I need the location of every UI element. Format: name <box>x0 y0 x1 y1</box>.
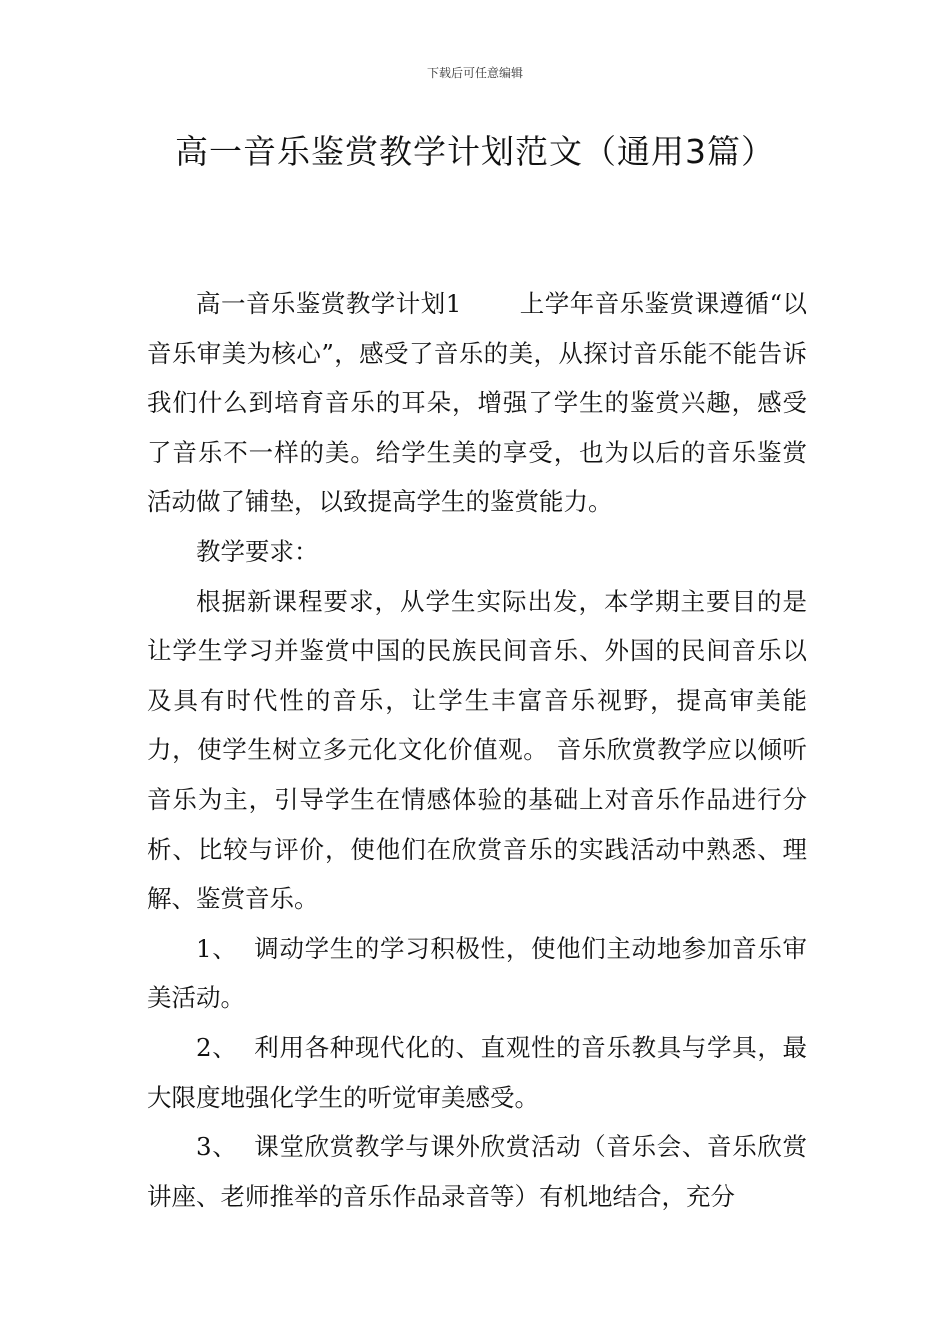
item-text: 利用各种现代化的、直观性的音乐教具与学具，最大限度地强化学生的听觉审美感受。 <box>147 1032 808 1112</box>
list-item <box>147 1122 807 1221</box>
requirements-paragraph: 根据新课程要求，从学生实际出发，本学期主要目的是让学生学习并鉴赏中国的民族民间音乐、外国的民间音乐以及具有时代性的音乐，让学生丰富音乐视野，提高审美能力，使学生树立多元化文化价值观。 音乐欣赏教学应以倾听音乐为主，引导学生在情感体验的基础上对音乐作品进行分析、比较与评价，使他们在欣赏音乐的实践活动中熟悉、理解、鉴赏音乐。 <box>147 586 807 914</box>
requirements-label: 教学要求： <box>196 536 319 566</box>
list-item <box>147 924 807 1023</box>
intro-text: 上学年音乐鉴赏课遵循“以音乐审美为核心”，感受了音乐的美，从探讨音乐能不能告诉我们什么到培育音乐的耳朵，增强了学生的鉴赏兴趣，感受了音乐不一样的美。给学生美的享受，也为以后的音乐鉴赏活动做了铺垫，以致提高学生的鉴赏能力。 <box>147 289 807 517</box>
item-number: 3、 <box>196 1132 238 1162</box>
item-text: 调动学生的学习积极性，使他们主动地参加音乐审美活动。 <box>147 933 808 1013</box>
document-body <box>147 279 807 1221</box>
item-number: 1、 <box>196 933 238 963</box>
item-text: 课堂欣赏教学与课外欣赏活动（音乐会、音乐欣赏讲座、老师推举的音乐作品录音等）有机地结合，充分 <box>147 1132 808 1211</box>
intro-paragraph <box>147 279 807 527</box>
header-note: 下载后可任意编辑 <box>426 66 523 80</box>
document-title: 高一音乐鉴赏教学计划范文（通用3篇） <box>175 132 775 171</box>
section-heading: 高一音乐鉴赏教学计划1 <box>196 289 462 318</box>
list-item <box>147 1023 807 1122</box>
item-number: 2、 <box>196 1032 238 1062</box>
